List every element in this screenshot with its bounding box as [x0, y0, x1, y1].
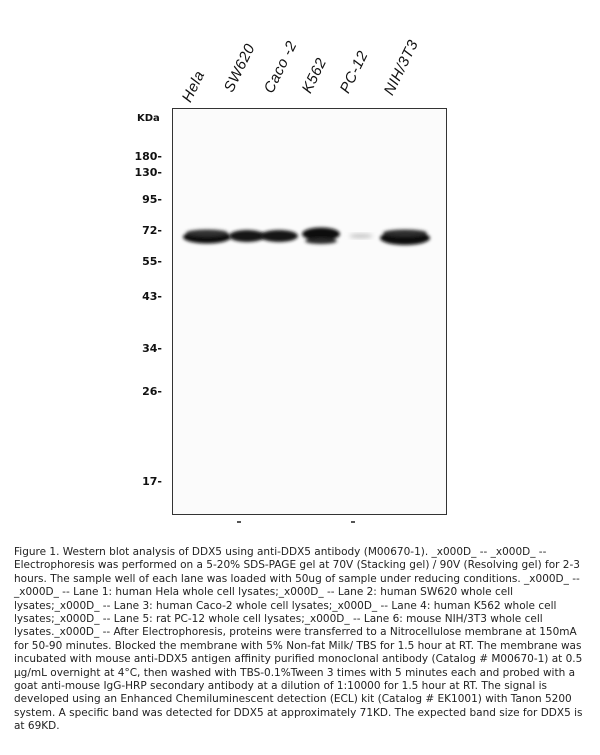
lane-label-sw620: SW620	[220, 41, 259, 95]
marker-43: 43-	[142, 290, 162, 303]
band-lane-nih3t3	[380, 230, 430, 246]
marker-180: 180-	[134, 150, 162, 163]
marker-17: 17-	[142, 475, 162, 488]
marker-72: 72-	[142, 224, 162, 237]
lane-label-nih3t3: NIH/3T3	[380, 37, 423, 98]
figure-caption: Figure 1. Western blot analysis of DDX5 using anti-DDX5 antibody (M00670-1). _x000D_ -- _x000D_ -- Electrophoresis was performed on a 5-20% SDS-PAGE gel at 70V (Stacking gel) / 90V (Resolving gel) for 2-3 hours. The sample well of each lane was loaded with 50ug of sample under reducing conditions. _x000D_ -- _x000D_ -- Lane 1: human Hela whole cell lysates;_x000D_ -- Lane 2: human SW620 whole cell lysates;_x000D_ -- Lane 3: human Caco-2 whole cell lysates;_x000D_ -- Lane 4: human K562 whole cell lysates;_x000D_ -- Lane 5: rat PC-12 whole cell lysates;_x000D_ -- Lane 6: mouse NIH/3T3 whole cell lysates._x000D_ -- After Electrophoresis, proteins were transferred to a Nitrocellulose membrane at 150mA for 50-90 minutes. Blocked the membrane with 5% Non-fat Milk/ TBS for 1.5 hour at RT. The membrane was incubated with mouse anti-DDX5 antigen affinity purified monoclonal antibody (Catalog # M00670-1) at 0.5 μg/mL overnight at 4°C, then washed with TBS-0.1%Tween 3 times with 5 minutes each and probed with a goat anti-mouse IgG-HRP secondary antibody at a dilution of 1:10000 for 1.5 hour at RT. The signal is developed using an Enhanced Chemiluminescent detection (ECL) kit (Catalog # EK1001) with Tanon 5200 system. A specific band was detected for DDX5 at approximately 71KD. The expected band size for DDX5 is at 69KD.	[14, 546, 583, 733]
lane-label-caco2: Caco -2	[260, 38, 301, 96]
band-lane-sw620	[229, 230, 265, 242]
marker-26: 26-	[142, 385, 162, 398]
blot-bands-image	[173, 109, 446, 514]
lane-marker-dot-1	[237, 521, 241, 523]
lane-label-hela: Hela	[178, 68, 209, 105]
marker-55: 55-	[142, 255, 162, 268]
western-blot-membrane	[172, 108, 447, 515]
marker-95: 95-	[142, 193, 162, 206]
marker-130: 130-	[134, 166, 162, 179]
band-lane-k562	[302, 228, 340, 245]
lane-label-pc12: PC-12	[336, 48, 372, 96]
lane-marker-dot-2	[351, 521, 355, 523]
band-lane-hela	[183, 230, 231, 244]
marker-34: 34-	[142, 342, 162, 355]
lane-label-k562: K562	[298, 55, 331, 96]
band-lane-pc12	[349, 234, 373, 238]
kda-unit-label: KDa	[137, 113, 160, 124]
band-lane-caco2	[260, 230, 298, 242]
